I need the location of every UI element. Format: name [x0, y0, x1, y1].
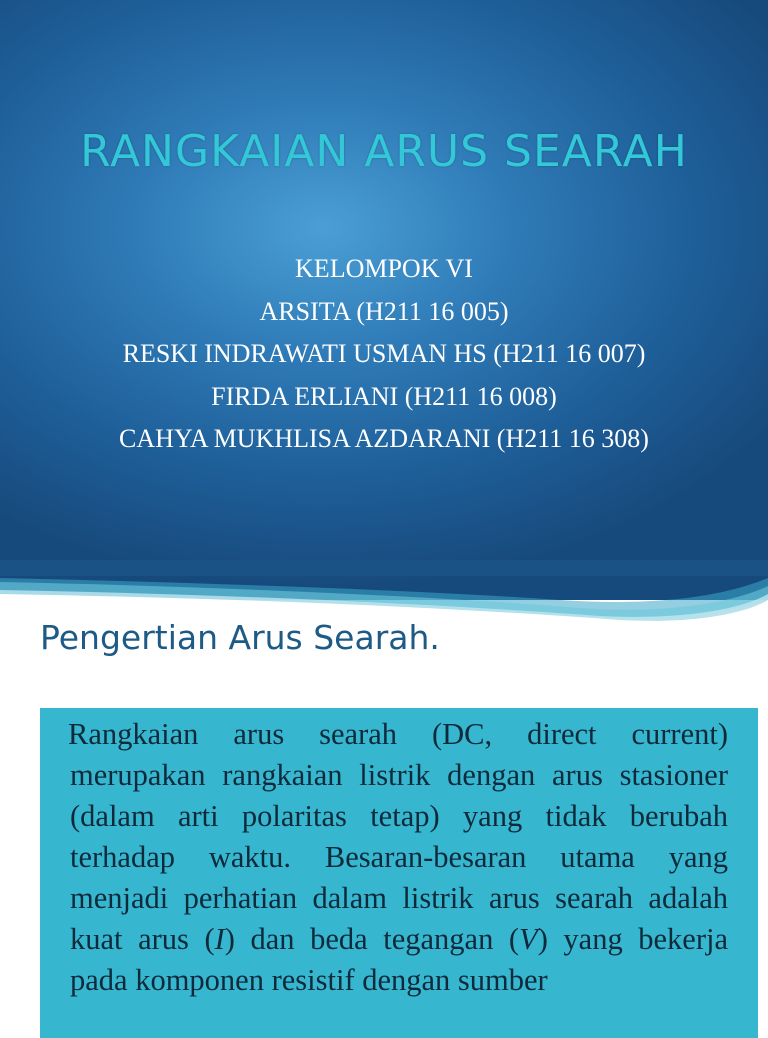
- paragraph-text: ) dan beda tegangan (: [224, 922, 520, 956]
- definition-textbox: [40, 708, 758, 1038]
- paragraph-text: Rangkaian arus searah (DC, direct current) merupakan rangkaian listrik dengan arus stasioner (dalam arti polaritas tetap) yang tidak berubah terhadap waktu. Besaran-besaran utama yang menjadi perhatian dalam listrik arus searah adalah kuat arus (: [68, 717, 728, 956]
- group-name: KELOMPOK VI: [295, 254, 473, 283]
- group-members: [0, 248, 768, 461]
- slide-title: RANGKAIAN ARUS SEARAH: [80, 126, 688, 177]
- member-line: RESKI INDRAWATI USMAN HS (H211 16 007): [122, 339, 646, 368]
- current-symbol: I: [214, 922, 225, 956]
- section-title: Pengertian Arus Searah.: [40, 618, 440, 657]
- member-line: CAHYA MUKHLISA AZDARANI (H211 16 308): [119, 424, 649, 453]
- member-line: FIRDA ERLIANI (H211 16 008): [211, 381, 557, 411]
- member-line: ARSITA (H211 16 005): [259, 296, 509, 326]
- voltage-symbol: V: [519, 922, 538, 956]
- paragraph-text: ) yang bekerja pada komponen resistif dengan sumber: [70, 922, 728, 997]
- definition-paragraph: [70, 714, 728, 1001]
